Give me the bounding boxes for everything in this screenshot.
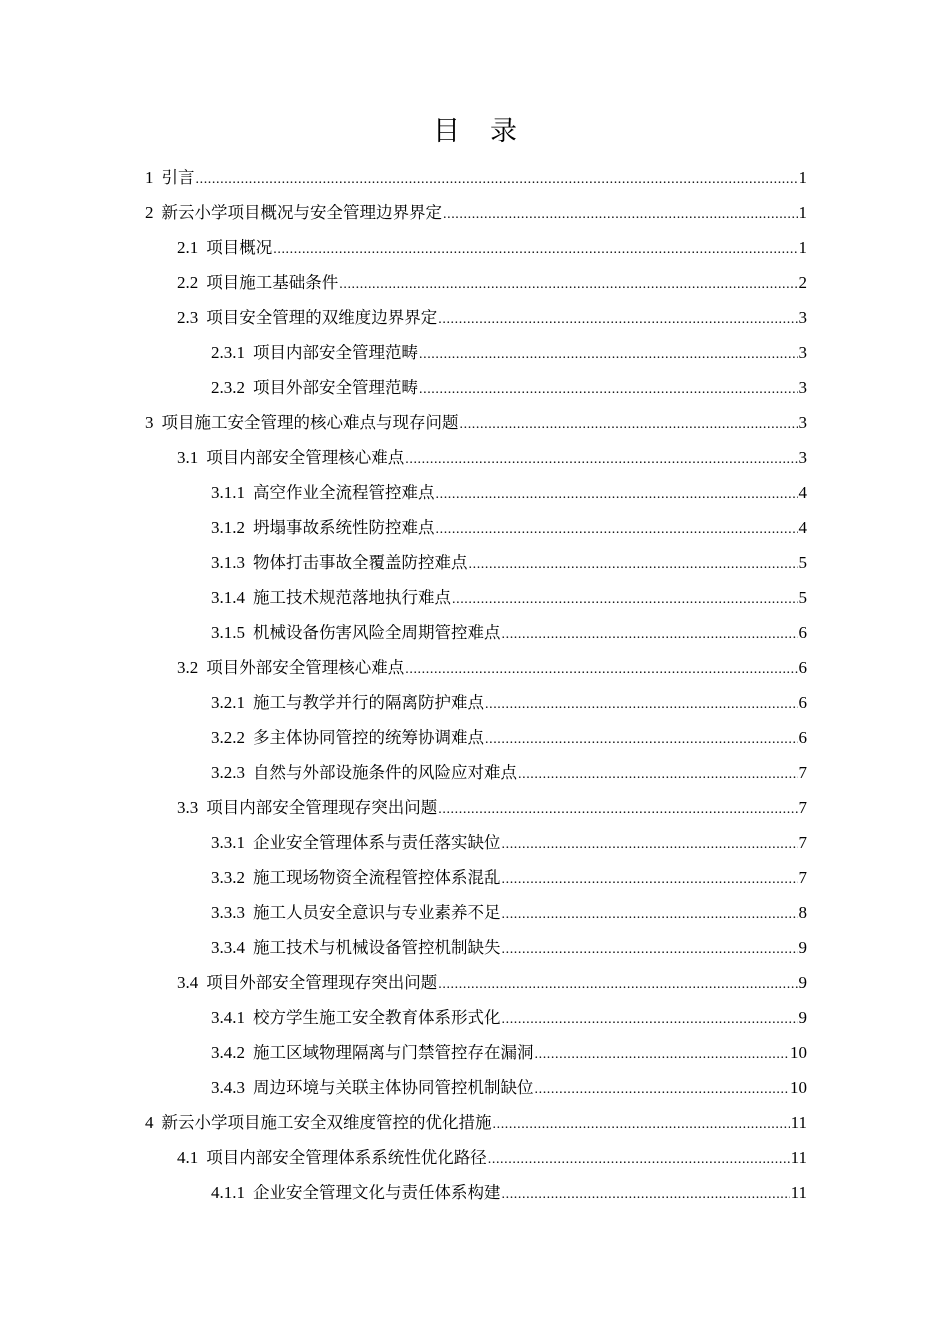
toc-entry-page-number: 7 (798, 798, 807, 817)
dot-leader (405, 442, 797, 477)
toc-entry-title: 施工现场物资全流程管控体系混乱 (253, 868, 501, 887)
toc-entry-number: 4.1 (177, 1148, 199, 1167)
dot-leader (419, 337, 798, 372)
toc-entry-page-number: 7 (798, 868, 807, 887)
toc-entry[interactable] (145, 195, 807, 230)
toc-entry-number: 3.2 (177, 658, 199, 677)
dot-leader (502, 862, 798, 897)
dot-leader (502, 617, 798, 652)
toc-entry[interactable] (145, 1035, 807, 1070)
toc-entry-title: 项目外部安全管理范畴 (253, 378, 418, 397)
dot-leader (273, 232, 797, 267)
toc-entry-page-number: 3 (798, 448, 807, 467)
toc-entry[interactable] (145, 1175, 807, 1210)
toc-entry-number: 2.1 (177, 238, 199, 257)
toc-entry-number: 3.4.2 (211, 1043, 245, 1062)
toc-entry-number: 3.1.5 (211, 623, 245, 642)
dot-leader (438, 967, 797, 1002)
toc-entry[interactable] (145, 370, 807, 405)
toc-entry-number: 3.1.4 (211, 588, 245, 607)
dot-leader (485, 687, 798, 722)
toc-entry[interactable] (145, 860, 807, 895)
toc-entry-title: 施工技术与机械设备管控机制缺失 (253, 938, 501, 957)
dot-leader (535, 1072, 790, 1107)
toc-entry-page-number: 1 (798, 238, 807, 257)
toc-entry-title: 新云小学项目施工安全双维度管控的优化措施 (161, 1113, 492, 1132)
toc-entry-number: 3.4 (177, 973, 199, 992)
toc-entry-title: 多主体协同管控的统筹协调难点 (253, 728, 484, 747)
toc-entry-page-number: 1 (798, 168, 807, 187)
toc-entry[interactable] (145, 615, 807, 650)
dot-leader (405, 652, 797, 687)
toc-entry-title: 施工技术规范落地执行难点 (253, 588, 451, 607)
dot-leader (502, 932, 798, 967)
toc-entry[interactable] (145, 265, 807, 300)
toc-entry-title: 项目内部安全管理范畴 (253, 343, 418, 362)
toc-entry[interactable] (145, 790, 807, 825)
toc-entry-page-number: 6 (798, 658, 807, 677)
toc-entry-number: 2.3 (177, 308, 199, 327)
toc-entry-number: 1 (145, 168, 154, 187)
toc-entry-number: 3.2.3 (211, 763, 245, 782)
toc-entry-number: 2.2 (177, 273, 199, 292)
toc-entry-title: 项目外部安全管理现存突出问题 (206, 973, 438, 992)
toc-title: 目录 (433, 116, 547, 147)
toc-entry-title: 机械设备伤害风险全周期管控难点 (253, 623, 501, 642)
dot-leader (469, 547, 798, 582)
toc-entry-page-number: 11 (790, 1183, 807, 1202)
toc-entry-page-number: 10 (790, 1078, 807, 1097)
toc-entry-number: 3 (145, 413, 154, 432)
toc-entry-page-number: 3 (798, 378, 807, 397)
dot-leader (196, 162, 798, 197)
toc-entry-page-number: 6 (798, 693, 807, 712)
toc-entry-number: 3.3.4 (211, 938, 245, 957)
dot-leader (436, 477, 798, 512)
toc-entry-page-number: 3 (798, 343, 807, 362)
dot-leader (438, 302, 797, 337)
toc-entry[interactable] (145, 895, 807, 930)
toc-entry-number: 3.4.3 (211, 1078, 245, 1097)
toc-entry[interactable] (145, 930, 807, 965)
toc-entry-title: 施工区域物理隔离与门禁管控存在漏洞 (253, 1043, 534, 1062)
toc-entry-page-number: 4 (798, 518, 807, 537)
toc-entry-page-number: 5 (798, 588, 807, 607)
toc-entry-number: 3.1.3 (211, 553, 245, 572)
toc-entry[interactable] (145, 230, 807, 265)
toc-entry-number: 3.3.2 (211, 868, 245, 887)
toc-entry-title: 高空作业全流程管控难点 (253, 483, 435, 502)
toc-entry-title: 自然与外部设施条件的风险应对难点 (253, 763, 517, 782)
toc-entry-page-number: 7 (798, 763, 807, 782)
toc-entry[interactable] (145, 510, 807, 545)
dot-leader (452, 582, 798, 617)
toc-entry[interactable] (145, 1140, 807, 1175)
toc-entry-title: 项目外部安全管理核心难点 (206, 658, 405, 677)
toc-entry-title: 项目内部安全管理体系系统性优化路径 (206, 1148, 487, 1167)
toc-entry[interactable] (145, 685, 807, 720)
dot-leader (485, 722, 798, 757)
toc-entry[interactable] (145, 1105, 807, 1140)
toc-entry[interactable] (145, 720, 807, 755)
toc-entry-page-number: 11 (790, 1113, 807, 1132)
toc-entry-page-number: 3 (798, 308, 807, 327)
toc-entry-title: 项目安全管理的双维度边界界定 (206, 308, 438, 327)
toc-entry-title: 引言 (161, 168, 195, 187)
toc-entry[interactable] (145, 405, 807, 440)
toc-entry-number: 3.3 (177, 798, 199, 817)
toc-entry[interactable] (145, 755, 807, 790)
toc-entry-title: 坍塌事故系统性防控难点 (253, 518, 435, 537)
dot-leader (419, 372, 798, 407)
toc-entry-page-number: 9 (798, 1008, 807, 1027)
toc-entry[interactable] (145, 965, 807, 1000)
toc-entry-number: 4.1.1 (211, 1183, 245, 1202)
dot-leader (502, 897, 798, 932)
toc-entry-number: 3.3.1 (211, 833, 245, 852)
toc-entry-title: 施工与教学并行的隔离防护难点 (253, 693, 484, 712)
toc-entry-page-number: 6 (798, 623, 807, 642)
toc-entry-number: 3.4.1 (211, 1008, 245, 1027)
toc-entry[interactable] (145, 650, 807, 685)
toc-entry-title: 周边环境与关联主体协同管控机制缺位 (253, 1078, 534, 1097)
toc-entry-number: 3.1.2 (211, 518, 245, 537)
toc-entry-number: 2 (145, 203, 154, 222)
toc-entry-title: 项目内部安全管理现存突出问题 (206, 798, 438, 817)
toc-entry-title: 物体打击事故全覆盖防控难点 (253, 553, 468, 572)
toc-entry[interactable] (145, 160, 807, 195)
toc-entry-title: 企业安全管理体系与责任落实缺位 (253, 833, 501, 852)
toc-entry-page-number: 9 (798, 973, 807, 992)
toc-entry-title: 施工人员安全意识与专业素养不足 (253, 903, 501, 922)
toc-entry-title: 新云小学项目概况与安全管理边界界定 (161, 203, 442, 222)
toc-entry-page-number: 4 (798, 483, 807, 502)
toc-entry[interactable] (145, 300, 807, 335)
toc-entry-page-number: 10 (790, 1043, 807, 1062)
toc-entry-title: 校方学生施工安全教育体系形式化 (253, 1008, 501, 1027)
dot-leader (502, 1177, 790, 1212)
toc-entry-page-number: 5 (798, 553, 807, 572)
toc-entry[interactable] (145, 335, 807, 370)
toc-entry[interactable] (145, 475, 807, 510)
dot-leader (518, 757, 798, 792)
toc-entry-number: 4 (145, 1113, 154, 1132)
toc-entry-number: 3.2.2 (211, 728, 245, 747)
toc-entry-page-number: 9 (798, 938, 807, 957)
toc-entry-number: 2.3.1 (211, 343, 245, 362)
toc-entry[interactable] (145, 1070, 807, 1105)
toc-entry-number: 3.2.1 (211, 693, 245, 712)
toc-entry-title: 项目施工安全管理的核心难点与现存问题 (161, 413, 459, 432)
toc-list (145, 160, 807, 1210)
toc-entry-number: 3.1 (177, 448, 199, 467)
toc-entry-page-number: 11 (790, 1148, 807, 1167)
dot-leader (436, 512, 798, 547)
toc-entry-title: 项目内部安全管理核心难点 (206, 448, 405, 467)
dot-leader (443, 197, 798, 232)
toc-entry-page-number: 7 (798, 833, 807, 852)
dot-leader (438, 792, 797, 827)
toc-entry[interactable] (145, 440, 807, 475)
dot-leader (535, 1037, 790, 1072)
toc-entry-page-number: 6 (798, 728, 807, 747)
dot-leader (502, 1002, 798, 1037)
toc-entry[interactable] (145, 1000, 807, 1035)
toc-entry[interactable] (145, 545, 807, 580)
dot-leader (493, 1107, 790, 1142)
dot-leader (502, 827, 798, 862)
toc-entry[interactable] (145, 825, 807, 860)
toc-entry-page-number: 1 (798, 203, 807, 222)
dot-leader (488, 1142, 790, 1177)
toc-entry-number: 2.3.2 (211, 378, 245, 397)
toc-entry-title: 企业安全管理文化与责任体系构建 (253, 1183, 501, 1202)
toc-entry-page-number: 8 (798, 903, 807, 922)
toc-entry-number: 3.1.1 (211, 483, 245, 502)
toc-entry-page-number: 3 (798, 413, 807, 432)
dot-leader (460, 407, 798, 442)
toc-entry[interactable] (145, 580, 807, 615)
toc-entry-title: 项目施工基础条件 (206, 273, 339, 292)
toc-entry-page-number: 2 (798, 273, 807, 292)
toc-entry-title: 项目概况 (206, 238, 273, 257)
dot-leader (339, 267, 797, 302)
toc-entry-number: 3.3.3 (211, 903, 245, 922)
